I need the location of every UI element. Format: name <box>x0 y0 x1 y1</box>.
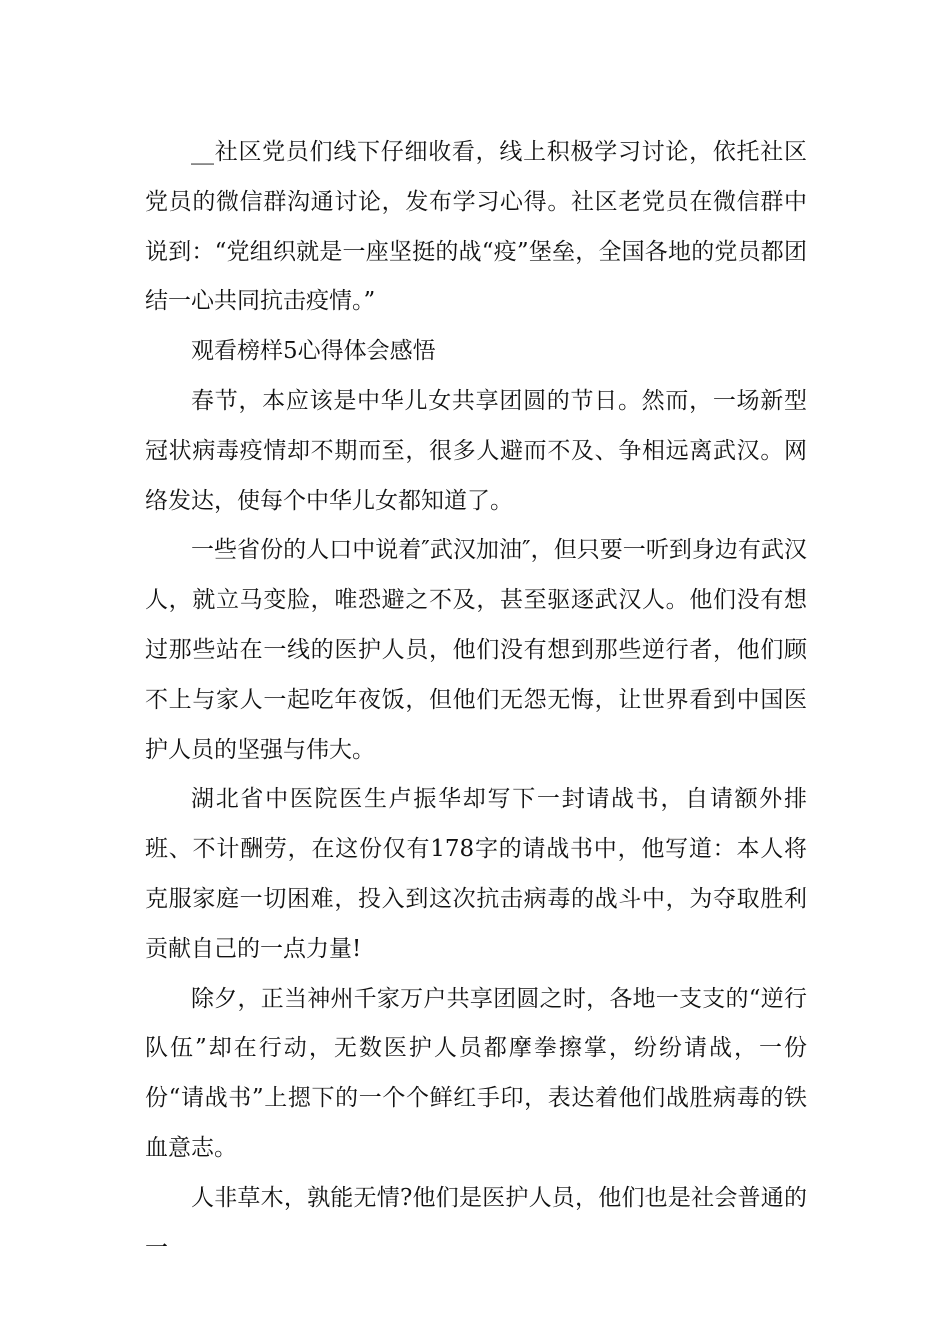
paragraph-new-year-eve: 除夕，正当神州千家万户共享团圆之时，各地一支支的“逆行队伍”却在行动，无数医护人员都摩拳擦掌，纷纷请战，一份份“请战书”上摁下的一个个鲜红手印，表达着他们战胜病毒的铁血意志。 <box>145 985 807 1161</box>
section-heading: 观看榜样5心得体会感悟 <box>191 338 436 365</box>
document-body <box>145 128 807 1273</box>
paragraph-wuhan-support: 一些省份的人口中说着″武汉加油″，但只要一听到身边有武汉人，就立马变脸，唯恐避之不及，甚至驱逐武汉人。他们没有想过那些站在一线的医护人员，他们没有想到那些逆行者，他们顾不上与家人一起吃年夜饭，但他们无怨无悔，让世界看到中国医护人员的坚强与伟大。 <box>145 537 807 763</box>
paragraph-spring-festival: 春节，本应该是中华儿女共享团圆的节日。然而，一场新型冠状病毒疫情却不期而至，很多人避而不及、争相远离武汉。网络发达，使每个中华儿女都知道了。 <box>145 387 807 514</box>
paragraph-community-members: __社区党员们线下仔细收看，线上积极学习讨论，依托社区党员的微信群沟通讨论，发布学习心得。社区老党员在微信群中说到：“党组织就是一座坚挺的战“疫”堡垒，全国各地的党员都团结一心共同抗击疫情。” <box>145 139 807 315</box>
paragraph-doctor-letter: 湖北省中医院医生卢振华却写下一封请战书，自请额外排班、不计酬劳，在这份仅有178字的请战书中，他写道：本人将克服家庭一切困难，投入到这次抗击病毒的战斗中，为夺取胜利贡献自己的一点力量! <box>145 786 807 962</box>
paragraph-not-heartless: 人非草木，孰能无情?他们是医护人员，他们也是社会普通的一 <box>145 1184 807 1261</box>
